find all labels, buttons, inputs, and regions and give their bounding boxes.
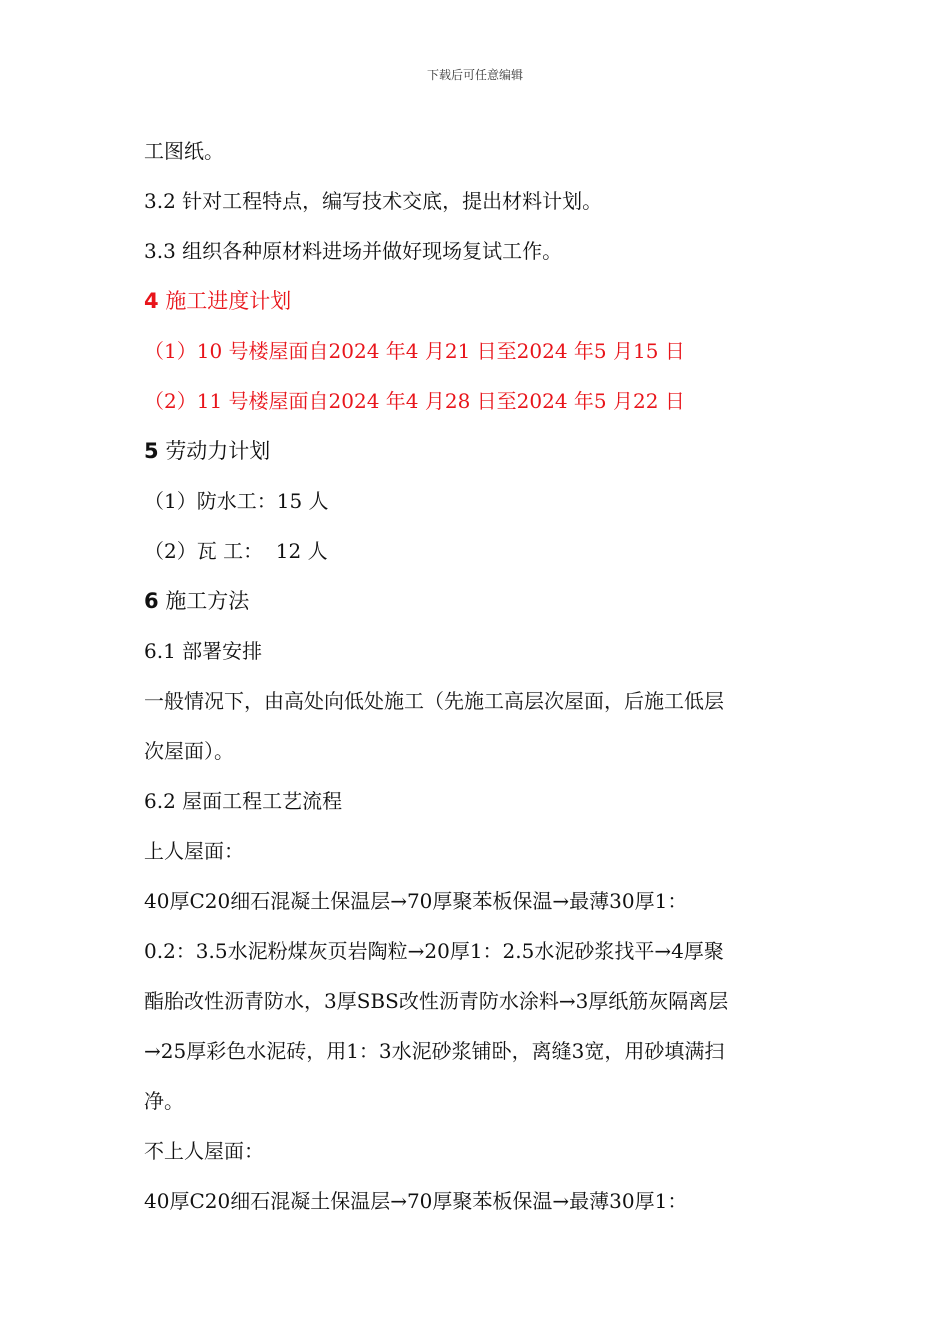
paragraph-text: 0.2：3.5水泥粉煤灰页岩陶粒→20厚1：2.5水泥砂浆找平→4厚聚 [144, 939, 724, 963]
page-header: 下载后可任意编辑 [426, 68, 523, 82]
paragraph-text: 酯胎改性沥青防水，3厚SBS改性沥青防水涂料→3厚纸筋灰隔离层 [144, 989, 729, 1013]
paragraph-text: 3.3 组织各种原材料进场并做好现场复试工作。 [144, 239, 563, 263]
paragraph-text: 40厚C20细石混凝土保温层→70厚聚苯板保温→最薄30厚1： [144, 889, 688, 913]
paragraph-text: 净。 [144, 1089, 184, 1113]
section-title: 施工进度计划 [165, 289, 292, 313]
paragraph-text: 上人屋面： [144, 839, 244, 863]
paragraph-text: 工图纸。 [144, 139, 224, 163]
section-heading [144, 586, 249, 616]
paragraph-text: 次屋面）。 [144, 739, 234, 763]
subsection-title: 6.1 部署安排 [144, 639, 263, 663]
section-number: 6 [144, 589, 159, 613]
section-number: 4 [144, 289, 159, 313]
section-number: 5 [144, 439, 159, 463]
paragraph-text: →25厚彩色水泥砖，用1：3水泥砂浆铺卧，离缝3宽，用砂填满扫 [144, 1039, 725, 1063]
subsection-title: 6.2 屋面工程工艺流程 [144, 789, 343, 813]
section-heading [144, 436, 270, 466]
section-title: 劳动力计划 [165, 439, 271, 463]
paragraph-text: 40厚C20细石混凝土保温层→70厚聚苯板保温→最薄30厚1： [144, 1189, 688, 1213]
paragraph-text: 3.2 针对工程特点，编写技术交底，提出材料计划。 [144, 189, 603, 213]
labor-item: （1）防水工：15 人 [144, 489, 329, 513]
labor-item: （2）瓦 工： 12 人 [144, 539, 328, 563]
section-title: 施工方法 [165, 589, 250, 613]
schedule-item: （2）11 号楼屋面自2024 年4 月28 日至2024 年5 月22 日 [144, 389, 685, 413]
paragraph-text: 不上人屋面： [144, 1139, 264, 1163]
section-heading [144, 286, 291, 316]
schedule-item: （1）10 号楼屋面自2024 年4 月21 日至2024 年5 月15 日 [144, 339, 685, 363]
paragraph-text: 一般情况下，由高处向低处施工（先施工高层次屋面，后施工低层 [144, 689, 724, 713]
